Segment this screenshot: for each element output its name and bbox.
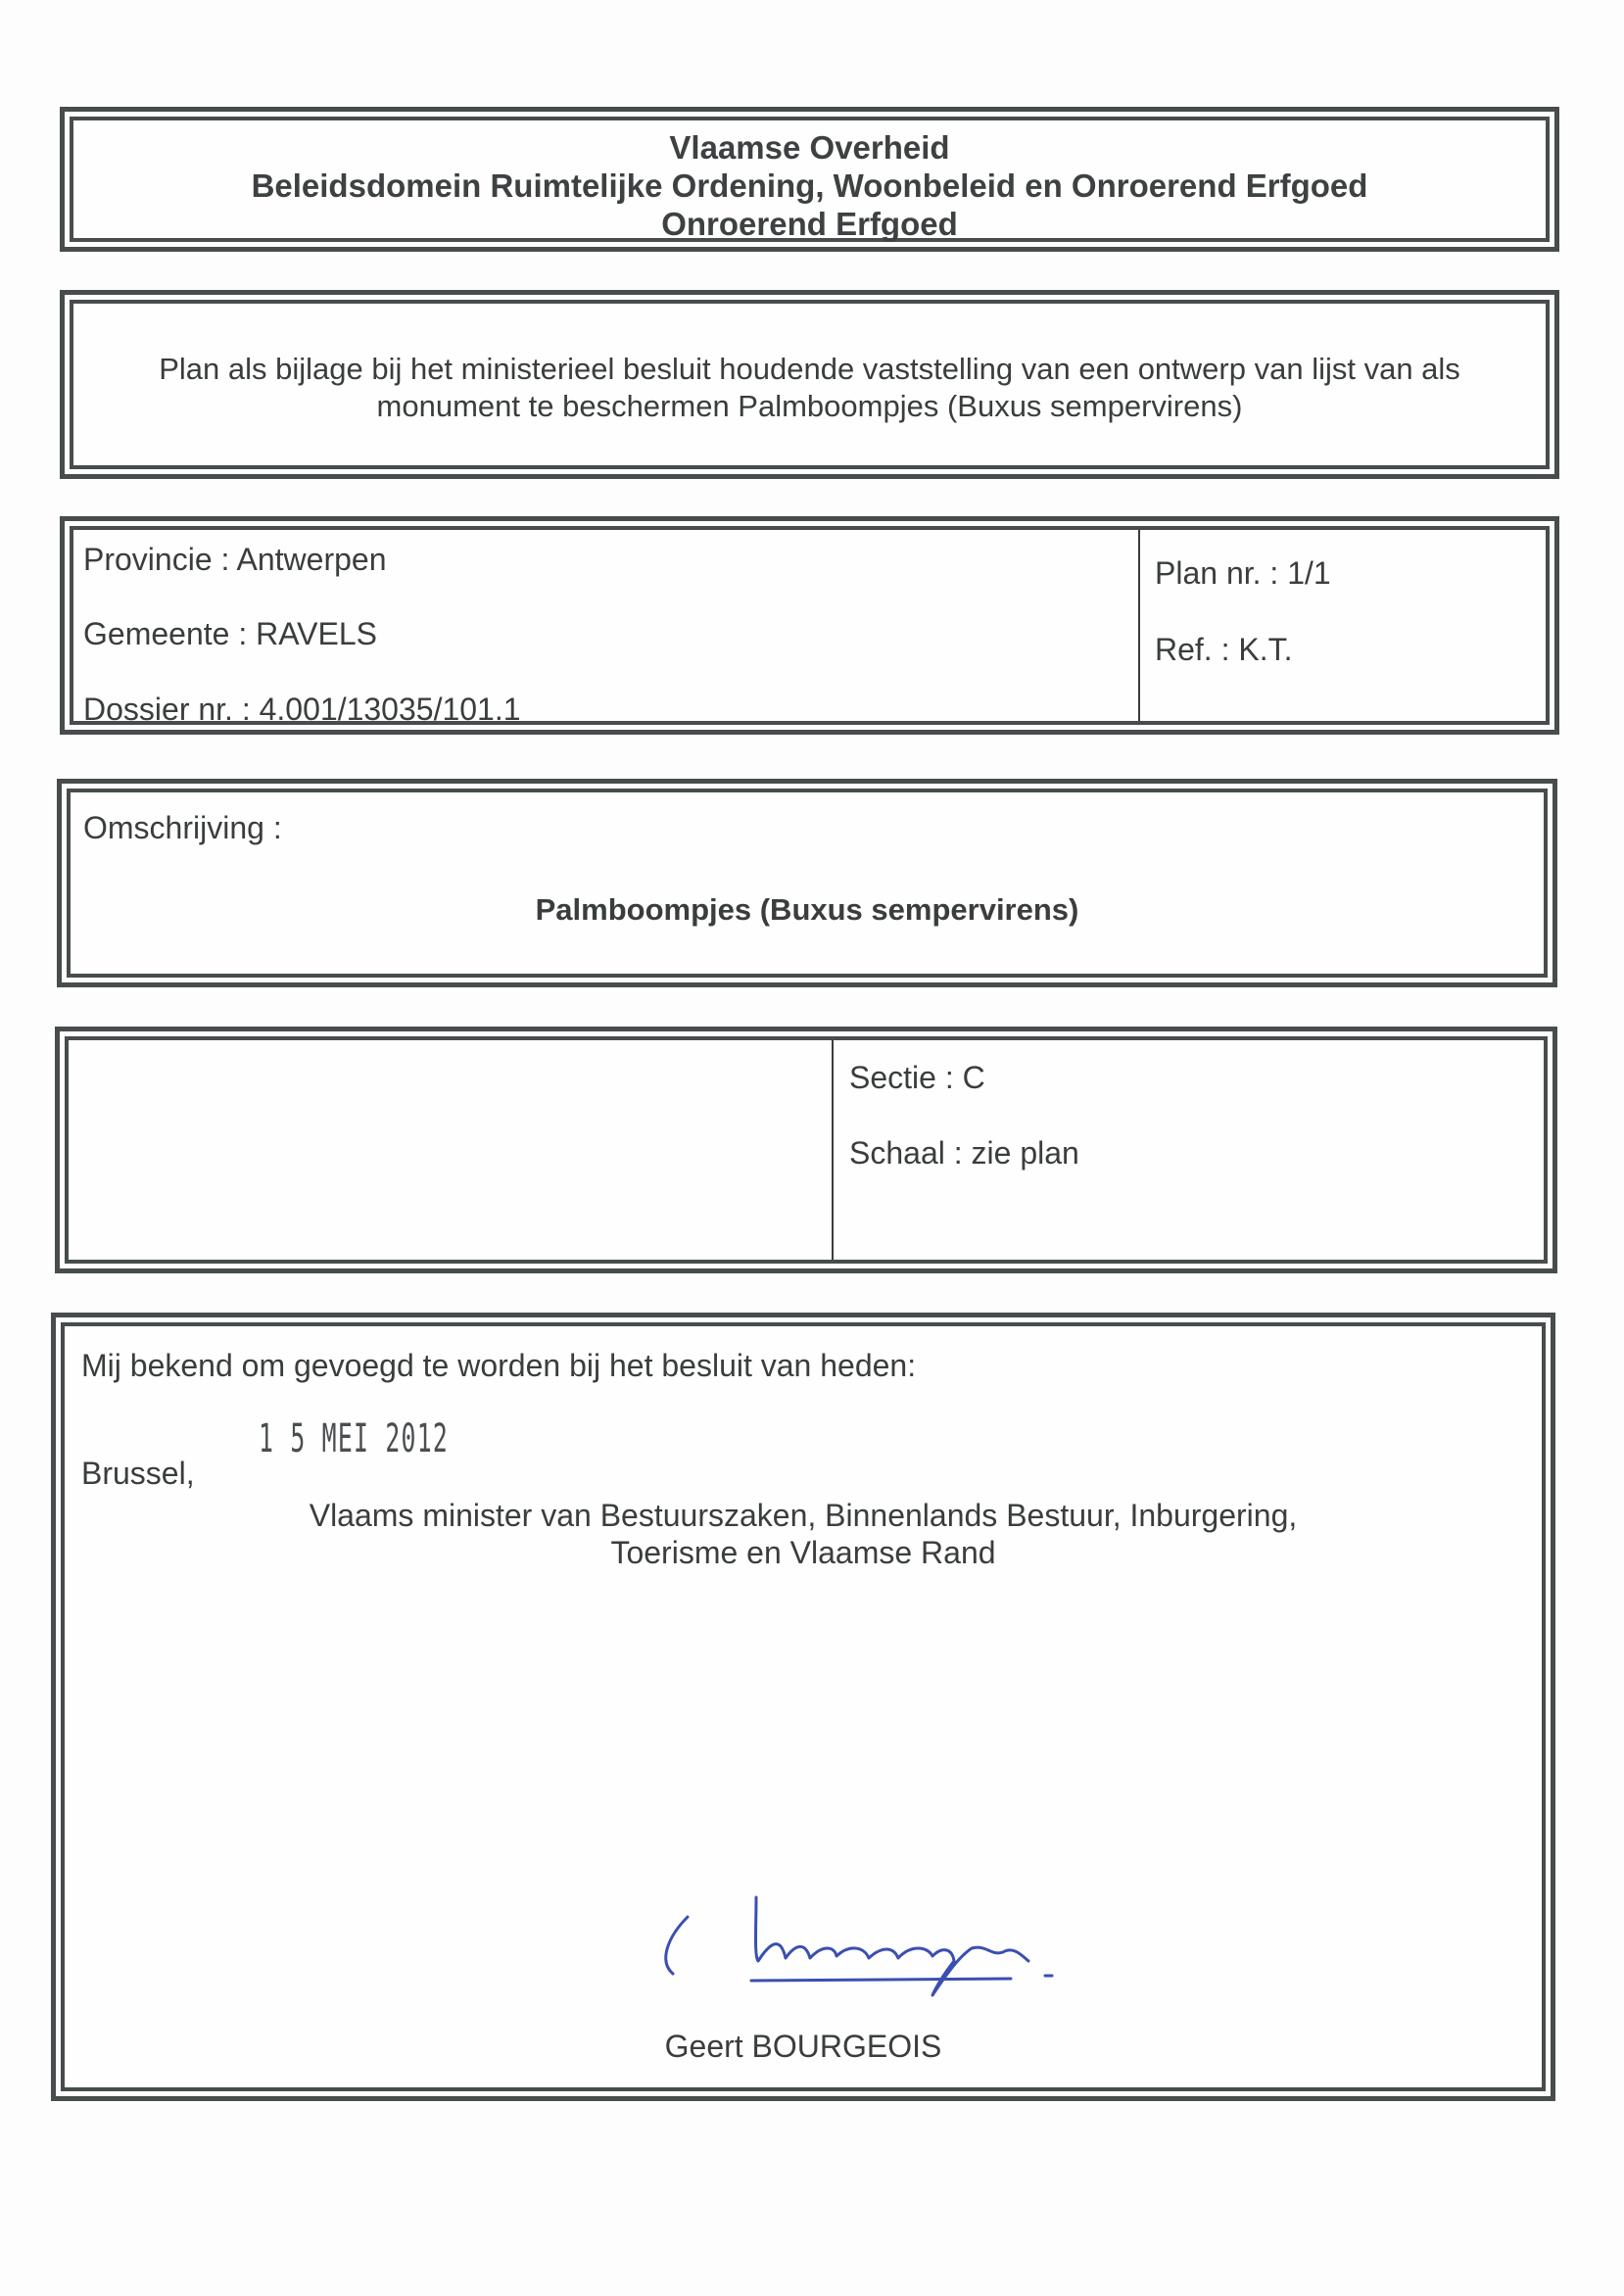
signatory-name: Geert BOURGEOIS: [664, 2029, 942, 2064]
place-label: Brussel,: [81, 1456, 195, 1491]
cadastre-divider: [832, 1040, 834, 1260]
date-stamp: 1 5 MEI 2012: [259, 1416, 450, 1461]
location-divider: [1138, 530, 1140, 721]
plan-description-line2: monument te beschermen Palmboompjes (Buxus sempervirens): [376, 389, 1243, 423]
header-org: Vlaamse Overheid: [669, 129, 950, 166]
signature-underline: [751, 1979, 1011, 1981]
plan-description-line1: Plan als bijlage bij het ministerieel besluit houdende vaststelling van een ontwerp van lijst van als: [159, 352, 1460, 386]
description-label: Omschrijving :: [83, 810, 282, 845]
gemeente-field: Gemeente : RAVELS: [83, 616, 377, 651]
minister-title-line2: Toerisme en Vlaamse Rand: [610, 1535, 996, 1570]
location-box: [60, 516, 1559, 735]
plan-description: [73, 351, 1546, 425]
header-content: [70, 117, 1550, 242]
cadastre-box: [55, 1027, 1557, 1273]
description-box: [57, 779, 1557, 987]
sectie-field: Sectie : C: [849, 1060, 985, 1095]
plan-nr-field: Plan nr. : 1/1: [1155, 555, 1331, 591]
handwritten-signature: [648, 1868, 1158, 2005]
header-domain: Beleidsdomein Ruimtelijke Ordening, Woonbeleid en Onroerend Erfgoed: [251, 167, 1368, 204]
schaal-field: Schaal : zie plan: [849, 1135, 1079, 1171]
header-box: [60, 107, 1559, 252]
ref-field: Ref. : K.T.: [1155, 632, 1293, 667]
signature-box: [51, 1313, 1555, 2101]
dossier-field: Dossier nr. : 4.001/13035/101.1: [83, 692, 521, 727]
minister-title-line1: Vlaams minister van Bestuurszaken, Binnenlands Bestuur, Inburgering,: [309, 1498, 1298, 1533]
header-agency: Onroerend Erfgoed: [661, 206, 958, 242]
plan-description-box: [60, 290, 1559, 479]
provincie-field: Provincie : Antwerpen: [83, 542, 387, 577]
approval-intro: Mij bekend om gevoegd te worden bij het besluit van heden:: [81, 1348, 917, 1383]
signature-stroke-initial: [666, 1917, 688, 1974]
description-value: Palmboompjes (Buxus sempervirens): [535, 892, 1079, 927]
